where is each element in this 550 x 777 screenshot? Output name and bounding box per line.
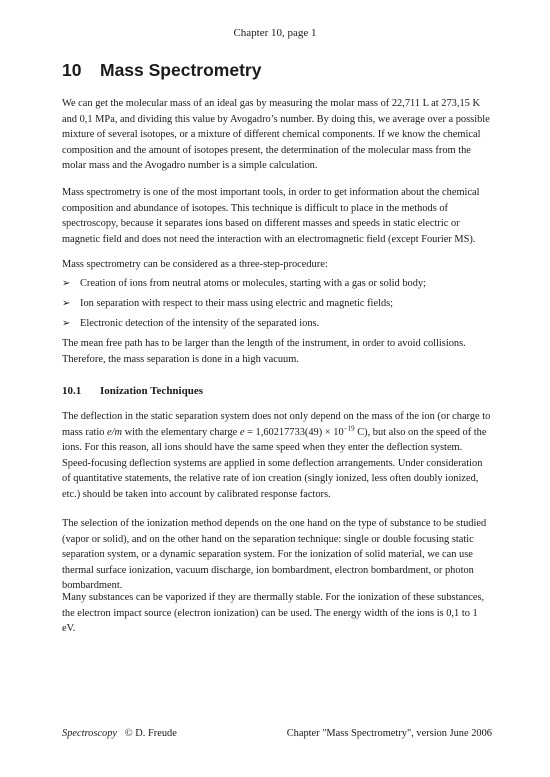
list-item: ➢ Electronic detection of the intensity of the separated ions.: [62, 316, 492, 332]
section-number: 10.1: [62, 385, 82, 397]
section-heading: [62, 385, 203, 397]
chapter-number: 10: [62, 60, 82, 80]
footer-left: Spectroscopy © D. Freude: [62, 728, 177, 739]
chapter-heading: [62, 60, 261, 81]
chapter-title: Mass Spectrometry: [100, 60, 262, 80]
deflection-paragraph: The deflection in the static separation system does not only depend on the mass of the ion (or charge to mass ratio e/m with the elementary charge $e = 1,60217733(49) \times 10^{-19}$ C), but also on the speed of the ions. For this reason, all ions should have the same speed when they enter the deflection system. Speed-focusing deflection systems are applied in some deflection arrangements. Under consideration of quantitative statements, the relative rate of ion creation (singly ionized, less often doubly ionized, etc.) should be taken into account by calibrated response factors.: [62, 411, 491, 500]
list-item: ➢ Creation of ions from neutral atoms or molecules, starting with a gas or solid body;: [62, 276, 492, 292]
list-item: ➢ Ion separation with respect to their mass using electric and magnetic fields;: [62, 296, 492, 312]
section-title: Ionization Techniques: [100, 385, 204, 397]
arrow-bullet-icon: ➢: [62, 318, 71, 329]
vaporization-paragraph: Many substances can be vaporized if they are thermally stable. For the ionization of these substances, the electron impact source (electron ionization) can be used. The energy width of the ions is 0,1 to 1 eV.: [62, 592, 485, 634]
vacuum-paragraph: The mean free path has to be larger than the length of the instrument, in order to avoid collisions. Therefore, the mass separation is done in a high vacuum.: [62, 338, 466, 365]
mass-spectrometry-paragraph: Mass spectrometry is one of the most important tools, in order to get information about the chemical composition and abundance of isotopes. This technique is difficult to place in the methods of spectroscopy, because it separates ions based on different masses and speeds in static electric or magnetic field and does not need the interaction with an electromagnetic field (except Fourier MS).: [62, 187, 480, 245]
page-header: Chapter 10, page 1: [233, 27, 317, 39]
page-footer: [62, 728, 492, 739]
intro-paragraph: We can get the molecular mass of an ideal gas by measuring the molar mass of 22,711 L at 273,15 K and 0,1 MPa, and dividing this value by Avogadro’s number. By doing this, we average over a possible mixture of several isotopes, or a mixture of different chemical components. If we know the chemical composition and the amount of isotopes present, the determination of the molecular mass from the molar mass and the Avogadro number is a simple calculation.: [62, 98, 490, 171]
footer-right: Chapter "Mass Spectrometry", version June 2006: [286, 728, 492, 739]
procedure-list: [62, 276, 492, 336]
arrow-bullet-icon: ➢: [62, 278, 71, 289]
ionization-selection-paragraph: The selection of the ionization method depends on the one hand on the type of substance to be studied (vapor or solid), and on the other hand on the separation technique: single or double focusing static separation system, or a dynamic separation system. For the ionization of solid material, we can use thermal surface ionization, vacuum discharge, ion bombardment, electron bombardment, or photon bombardment.: [62, 518, 487, 591]
arrow-bullet-icon: ➢: [62, 298, 71, 309]
procedure-intro: Mass spectrometry can be considered as a three-step-procedure:: [62, 259, 328, 270]
